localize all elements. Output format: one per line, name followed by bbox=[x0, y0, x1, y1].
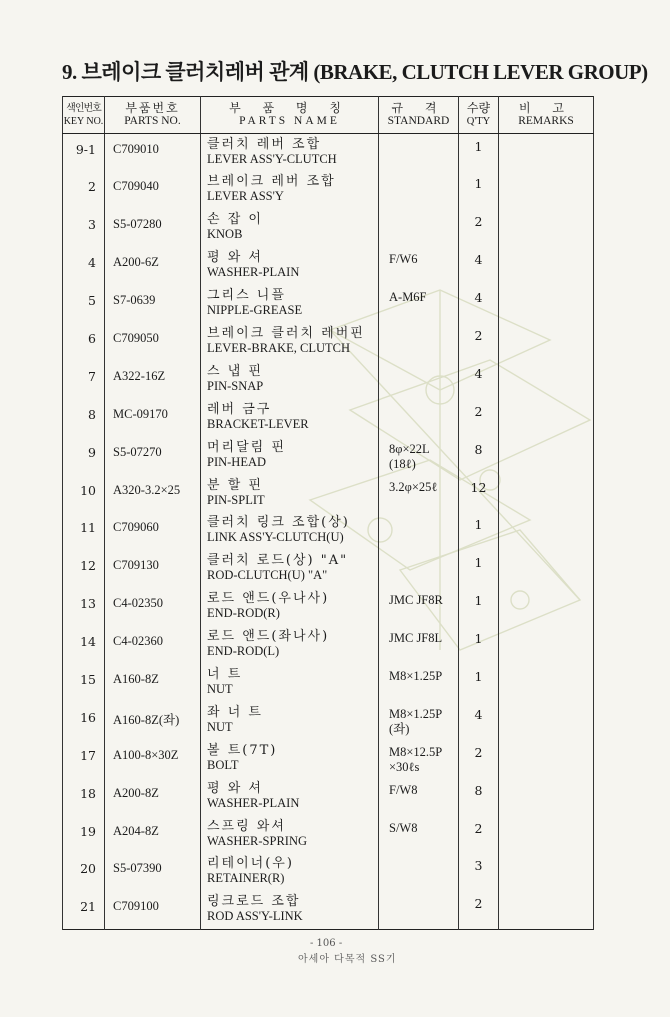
parts-no-cell: C709010 bbox=[105, 134, 201, 172]
parts-name-korean: 평 와 셔 bbox=[207, 250, 263, 266]
standard-line-1: JMC JF8R bbox=[389, 593, 443, 608]
standard-line-1: A-M6F bbox=[389, 290, 427, 305]
parts-name-korean: 리테이너(우) bbox=[207, 856, 294, 872]
remarks-cell bbox=[499, 891, 594, 929]
standard-cell bbox=[379, 740, 459, 778]
key-no-cell: 5 bbox=[63, 285, 105, 323]
parts-name-english: ROD-CLUTCH(U) "A" bbox=[207, 568, 328, 583]
table-row bbox=[63, 475, 594, 513]
parts-name-english: END-ROD(L) bbox=[207, 644, 280, 659]
standard-line-2: ×30ℓs bbox=[389, 759, 420, 774]
qty-cell: 4 bbox=[459, 285, 499, 323]
parts-name-korean: 링크로드 조합 bbox=[207, 894, 301, 910]
parts-name-cell bbox=[201, 626, 379, 664]
key-no-cell: 15 bbox=[63, 664, 105, 702]
table-row bbox=[63, 740, 594, 778]
standard-line-1: JMC JF8L bbox=[389, 631, 443, 646]
remarks-cell bbox=[499, 134, 594, 172]
table-row bbox=[63, 664, 594, 702]
standard-line-1: 3.2φ×25ℓ bbox=[389, 479, 438, 494]
parts-no-cell: A160-8Z(좌) bbox=[105, 702, 201, 740]
parts-name-english: BRACKET-LEVER bbox=[207, 416, 309, 431]
table-row bbox=[63, 437, 594, 475]
qty-cell: 3 bbox=[459, 853, 499, 891]
standard-cell bbox=[379, 702, 459, 740]
key-no-cell: 7 bbox=[63, 361, 105, 399]
standard-cell bbox=[379, 512, 459, 550]
parts-no-cell: S5-07390 bbox=[105, 853, 201, 891]
qty-cell: 2 bbox=[459, 399, 499, 437]
parts-name-english: LEVER ASS'Y-CLUTCH bbox=[207, 152, 337, 166]
table-row bbox=[63, 285, 594, 323]
qty-cell: 1 bbox=[459, 134, 499, 172]
table-row bbox=[63, 323, 594, 361]
standard-line-2: (18ℓ) bbox=[389, 456, 416, 471]
standard-cell bbox=[379, 285, 459, 323]
parts-no-cell: A320-3.2×25 bbox=[105, 475, 201, 513]
standard-line-1: F/W6 bbox=[389, 252, 418, 267]
parts-name-english: WASHER-PLAIN bbox=[207, 265, 300, 280]
qty-cell: 2 bbox=[459, 740, 499, 778]
remarks-cell bbox=[499, 816, 594, 854]
table-row bbox=[63, 209, 594, 247]
standard-cell bbox=[379, 816, 459, 854]
key-no-cell: 10 bbox=[63, 475, 105, 513]
parts-name-english: NUT bbox=[207, 681, 233, 696]
key-no-cell: 9-1 bbox=[63, 134, 105, 172]
header-qty: 수량 Q'TY bbox=[459, 97, 499, 134]
table-row bbox=[63, 588, 594, 626]
parts-name-english: PIN-SPLIT bbox=[207, 492, 265, 507]
parts-name-cell bbox=[201, 891, 379, 929]
parts-no-cell: A160-8Z bbox=[105, 664, 201, 702]
table-row bbox=[63, 816, 594, 854]
qty-cell: 2 bbox=[459, 891, 499, 929]
parts-no-cell: A200-6Z bbox=[105, 247, 201, 285]
remarks-cell bbox=[499, 664, 594, 702]
qty-cell: 12 bbox=[459, 475, 499, 513]
parts-no-cell: C709060 bbox=[105, 512, 201, 550]
parts-name-cell bbox=[201, 816, 379, 854]
parts-name-cell bbox=[201, 740, 379, 778]
qty-cell: 1 bbox=[459, 664, 499, 702]
key-no-cell: 8 bbox=[63, 399, 105, 437]
parts-name-korean: 스 냅 핀 bbox=[207, 363, 263, 379]
standard-cell bbox=[379, 475, 459, 513]
qty-cell: 2 bbox=[459, 816, 499, 854]
parts-name-english: END-ROD(R) bbox=[207, 606, 280, 621]
remarks-cell bbox=[499, 209, 594, 247]
standard-line-1: 8φ×22L bbox=[389, 441, 430, 456]
remarks-cell bbox=[499, 475, 594, 513]
footer-model-name: 아세아 다목적 SS기 bbox=[298, 954, 397, 965]
key-no-cell: 3 bbox=[63, 209, 105, 247]
parts-name-english: RETAINER(R) bbox=[207, 871, 285, 886]
parts-name-english: NUT bbox=[207, 719, 233, 734]
qty-cell: 4 bbox=[459, 702, 499, 740]
parts-name-korean: 손 잡 이 bbox=[207, 212, 263, 228]
key-no-cell: 16 bbox=[63, 702, 105, 740]
parts-name-korean: 분 할 핀 bbox=[207, 477, 263, 493]
qty-cell: 1 bbox=[459, 550, 499, 588]
parts-name-cell bbox=[201, 285, 379, 323]
standard-cell bbox=[379, 171, 459, 209]
table-row bbox=[63, 626, 594, 664]
key-no-cell: 21 bbox=[63, 891, 105, 929]
remarks-cell bbox=[499, 778, 594, 816]
parts-name-cell bbox=[201, 323, 379, 361]
standard-cell bbox=[379, 361, 459, 399]
parts-no-cell: A204-8Z bbox=[105, 816, 201, 854]
parts-name-english: WASHER-PLAIN bbox=[207, 795, 300, 810]
qty-cell: 1 bbox=[459, 626, 499, 664]
parts-no-cell: A100-8×30Z bbox=[105, 740, 201, 778]
table-row bbox=[63, 247, 594, 285]
standard-line-1: M8×12.5P bbox=[389, 744, 443, 759]
key-no-cell: 2 bbox=[63, 171, 105, 209]
parts-name-english: LEVER-BRAKE, CLUTCH bbox=[207, 340, 351, 355]
parts-name-korean: 볼 트(7T) bbox=[207, 742, 278, 758]
qty-cell: 8 bbox=[459, 778, 499, 816]
parts-name-korean: 브레이크 레버 조합 bbox=[207, 174, 336, 190]
qty-cell: 2 bbox=[459, 209, 499, 247]
parts-no-cell: S5-07270 bbox=[105, 437, 201, 475]
remarks-cell bbox=[499, 740, 594, 778]
table-row bbox=[63, 778, 594, 816]
remarks-cell bbox=[499, 399, 594, 437]
table-row bbox=[63, 853, 594, 891]
standard-cell bbox=[379, 323, 459, 361]
remarks-cell bbox=[499, 626, 594, 664]
parts-table bbox=[62, 96, 594, 930]
parts-no-cell: S5-07280 bbox=[105, 209, 201, 247]
qty-cell: 2 bbox=[459, 323, 499, 361]
table-row bbox=[63, 702, 594, 740]
parts-name-english: BOLT bbox=[207, 757, 239, 772]
remarks-cell bbox=[499, 361, 594, 399]
table-row bbox=[63, 550, 594, 588]
parts-name-english: NIPPLE-GREASE bbox=[207, 303, 303, 318]
remarks-cell bbox=[499, 512, 594, 550]
page-number: - 106 - bbox=[310, 938, 343, 949]
parts-name-korean: 클러치 레버 조합 bbox=[207, 137, 322, 152]
parts-name-cell bbox=[201, 209, 379, 247]
parts-no-cell: C709100 bbox=[105, 891, 201, 929]
header-parts-name: 부 품 명 칭 PARTS NAME bbox=[201, 97, 379, 134]
standard-line-1: M8×1.25P bbox=[389, 668, 443, 683]
remarks-cell bbox=[499, 323, 594, 361]
parts-name-korean: 레버 금구 bbox=[207, 401, 272, 417]
remarks-cell bbox=[499, 588, 594, 626]
remarks-cell bbox=[499, 437, 594, 475]
parts-name-korean: 로드 앤드(우나사) bbox=[207, 591, 330, 607]
parts-no-cell: C4-02360 bbox=[105, 626, 201, 664]
parts-no-cell: C709130 bbox=[105, 550, 201, 588]
key-no-cell: 14 bbox=[63, 626, 105, 664]
standard-cell bbox=[379, 664, 459, 702]
key-no-cell: 9 bbox=[63, 437, 105, 475]
qty-cell: 8 bbox=[459, 437, 499, 475]
standard-cell bbox=[379, 778, 459, 816]
qty-cell: 1 bbox=[459, 512, 499, 550]
parts-name-cell bbox=[201, 437, 379, 475]
table-row bbox=[63, 361, 594, 399]
parts-name-korean: 브레이크 클러치 레버핀 bbox=[207, 325, 365, 341]
parts-no-cell: C709040 bbox=[105, 171, 201, 209]
parts-name-korean: 스프링 와셔 bbox=[207, 818, 286, 834]
parts-name-korean: 너 트 bbox=[207, 666, 243, 682]
key-no-cell: 12 bbox=[63, 550, 105, 588]
parts-name-english: LEVER ASS'Y bbox=[207, 189, 284, 204]
standard-cell bbox=[379, 437, 459, 475]
parts-name-korean: 좌 너 트 bbox=[207, 704, 263, 720]
standard-cell bbox=[379, 134, 459, 172]
key-no-cell: 4 bbox=[63, 247, 105, 285]
qty-cell: 4 bbox=[459, 361, 499, 399]
standard-cell bbox=[379, 853, 459, 891]
parts-name-cell bbox=[201, 664, 379, 702]
standard-cell bbox=[379, 399, 459, 437]
parts-name-korean: 클러치 로드(상) "A" bbox=[207, 553, 349, 569]
parts-no-cell: MC-09170 bbox=[105, 399, 201, 437]
standard-cell bbox=[379, 247, 459, 285]
parts-name-korean: 머리달림 핀 bbox=[207, 439, 286, 455]
parts-name-korean: 로드 앤드(좌나사) bbox=[207, 629, 330, 645]
table-row bbox=[63, 171, 594, 209]
standard-cell bbox=[379, 209, 459, 247]
parts-no-cell: C709050 bbox=[105, 323, 201, 361]
remarks-cell bbox=[499, 171, 594, 209]
table-row bbox=[63, 399, 594, 437]
parts-no-cell: A322-16Z bbox=[105, 361, 201, 399]
parts-name-english: WASHER-SPRING bbox=[207, 833, 308, 848]
header-standard: 규 격 STANDARD bbox=[379, 97, 459, 134]
parts-name-cell bbox=[201, 702, 379, 740]
key-no-cell: 19 bbox=[63, 816, 105, 854]
remarks-cell bbox=[499, 702, 594, 740]
header-parts-no: 부품번호 PARTS NO. bbox=[105, 97, 201, 134]
standard-cell bbox=[379, 550, 459, 588]
parts-name-cell bbox=[201, 399, 379, 437]
qty-cell: 1 bbox=[459, 171, 499, 209]
parts-name-english: ROD ASS'Y-LINK bbox=[207, 909, 303, 924]
remarks-cell bbox=[499, 247, 594, 285]
standard-line-1: S/W8 bbox=[389, 820, 418, 835]
standard-cell bbox=[379, 588, 459, 626]
key-no-cell: 6 bbox=[63, 323, 105, 361]
table-row bbox=[63, 512, 594, 550]
header-key-no: 색인번호 KEY NO. bbox=[63, 97, 105, 134]
table-row bbox=[63, 134, 594, 172]
parts-name-cell bbox=[201, 778, 379, 816]
page-title: 9. 브레이크 클러치레버 관계 (BRAKE, CLUTCH LEVER GROUP) bbox=[62, 60, 648, 84]
standard-cell bbox=[379, 626, 459, 664]
parts-name-cell bbox=[201, 512, 379, 550]
qty-cell: 1 bbox=[459, 588, 499, 626]
parts-name-korean: 그리스 니플 bbox=[207, 288, 286, 304]
parts-name-cell bbox=[201, 853, 379, 891]
parts-name-cell bbox=[201, 475, 379, 513]
key-no-cell: 18 bbox=[63, 778, 105, 816]
parts-no-cell: C4-02350 bbox=[105, 588, 201, 626]
header-remarks: 비 고 REMARKS bbox=[499, 97, 594, 134]
parts-name-english: KNOB bbox=[207, 227, 243, 242]
table-row bbox=[63, 891, 594, 929]
parts-name-cell bbox=[201, 361, 379, 399]
parts-name-cell bbox=[201, 171, 379, 209]
key-no-cell: 17 bbox=[63, 740, 105, 778]
parts-name-cell bbox=[201, 550, 379, 588]
parts-name-cell bbox=[201, 247, 379, 285]
parts-no-cell: S7-0639 bbox=[105, 285, 201, 323]
parts-name-english: PIN-HEAD bbox=[207, 454, 267, 469]
remarks-cell bbox=[499, 853, 594, 891]
standard-line-1: M8×1.25P bbox=[389, 706, 443, 721]
parts-name-cell bbox=[201, 134, 379, 172]
qty-cell: 4 bbox=[459, 247, 499, 285]
remarks-cell bbox=[499, 550, 594, 588]
standard-line-1: F/W8 bbox=[389, 782, 418, 797]
remarks-cell bbox=[499, 285, 594, 323]
standard-cell bbox=[379, 891, 459, 929]
key-no-cell: 13 bbox=[63, 588, 105, 626]
parts-no-cell: A200-8Z bbox=[105, 778, 201, 816]
key-no-cell: 20 bbox=[63, 853, 105, 891]
parts-name-cell bbox=[201, 588, 379, 626]
parts-name-korean: 평 와 셔 bbox=[207, 780, 263, 796]
parts-name-english: LINK ASS'Y-CLUTCH(U) bbox=[207, 530, 344, 545]
parts-name-korean: 클러치 링크 조합(상) bbox=[207, 515, 350, 531]
key-no-cell: 11 bbox=[63, 512, 105, 550]
table-header-row bbox=[63, 97, 594, 134]
parts-name-english: PIN-SNAP bbox=[207, 378, 264, 393]
standard-line-2: (좌) bbox=[389, 721, 410, 736]
